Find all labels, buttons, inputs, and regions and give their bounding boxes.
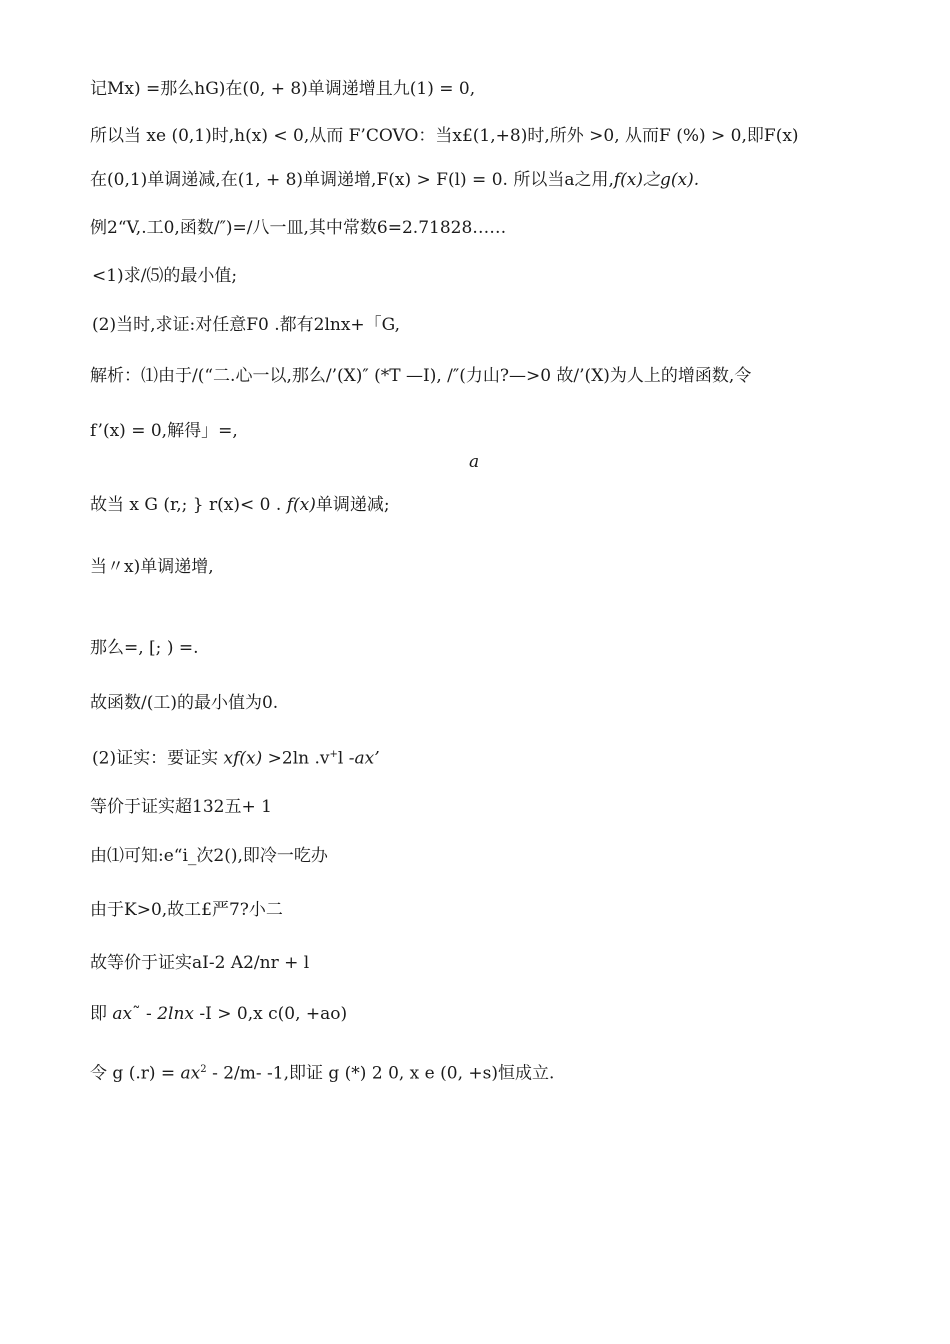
math-span: ax [112,1004,133,1024]
text-span: f’(x) = 0,解得」=, [90,421,238,441]
text-span: 那么=, [; ) =. [90,638,199,658]
text-line [90,556,214,578]
text-span: 解析：⑴由于/(“二.心一以,那么/’(X)″ (*T —I), /″(力山?—>0 故/’(X)为人上的增函数,令 [90,366,752,386]
text-span: (2)证实：要证实 [92,748,219,769]
math-span: ax [180,1063,201,1084]
text-span: 当〃x)单调递增, [90,557,214,577]
math-span: a [469,452,480,472]
math-span: f(x)之g(x). [613,170,700,190]
text-span: 记Mx) =那么hG)在(0, + 8)单调递增且九(1) = 0, [90,79,476,99]
text-line [92,314,400,336]
text-line [90,365,751,387]
text-line [90,1059,554,1085]
math-span: f(x) [286,495,316,515]
text-span: <1)求/⑸的最小值; [92,266,238,286]
text-span: 故当 x G (r,; } r(x)< 0 . [90,495,282,515]
text-span: 单调递减; [315,495,390,515]
text-line [92,265,237,287]
superscript: + [329,749,338,760]
text-line [90,1003,347,1025]
text-line [90,125,799,147]
text-span: ˜ - [132,1004,152,1024]
text-span: -I > 0,x c(0, +ao) [199,1004,348,1024]
text-span: l [337,748,344,769]
text-line [90,169,699,191]
superscript: 2 [200,1064,207,1075]
text-span: 所以当 xe (0,1)时,h(x) < 0,从而 F’COVO：当x£(1,+8)时,所外 >0, 从而F (%) > 0,即F(x) [90,126,799,146]
math-span: -ax’ [348,748,380,769]
text-line [90,217,506,239]
text-span: - 2/m- -1,即证 g (*) 2 0, x e (0, +s)恒成立. [212,1063,555,1084]
text-span: 等价于证实超132五+ 1 [90,797,272,817]
text-span: (2)当时,求证:对任意F0 .都有2lnx+「G, [92,315,401,335]
text-span: 例2“V,.工0,函数/″)=/八一皿,其中常数6=2.71828…… [90,218,507,238]
text-line [90,952,309,974]
text-line [90,494,390,516]
math-span: xf(x) [223,748,263,769]
text-line [90,845,328,867]
text-span: 故等价于证实aI-2 A2/nr + l [90,953,310,973]
fraction-denominator [469,451,479,473]
text-span: 故函数/(工)的最小值为0. [90,693,279,713]
text-span: >2ln .v [267,748,330,769]
text-span: 由于K>0,故工£严7?小二 [90,900,283,920]
text-line [90,692,278,714]
text-line [90,796,272,818]
math-span: 2lnx [157,1004,194,1024]
text-span: 在(0,1)单调递减,在(1, + 8)单调递增,F(x) > F(l) = 0. 所以当a之用, [90,170,614,190]
text-line [90,420,238,442]
text-span: 由⑴可知:e“i_次2(),即冷一吃办 [90,846,328,866]
text-line [90,78,475,100]
text-line [90,899,283,921]
text-line [92,744,380,770]
text-span: 令 g (.r) = [90,1063,176,1084]
text-line [90,637,199,659]
text-span: 即 [90,1004,107,1024]
